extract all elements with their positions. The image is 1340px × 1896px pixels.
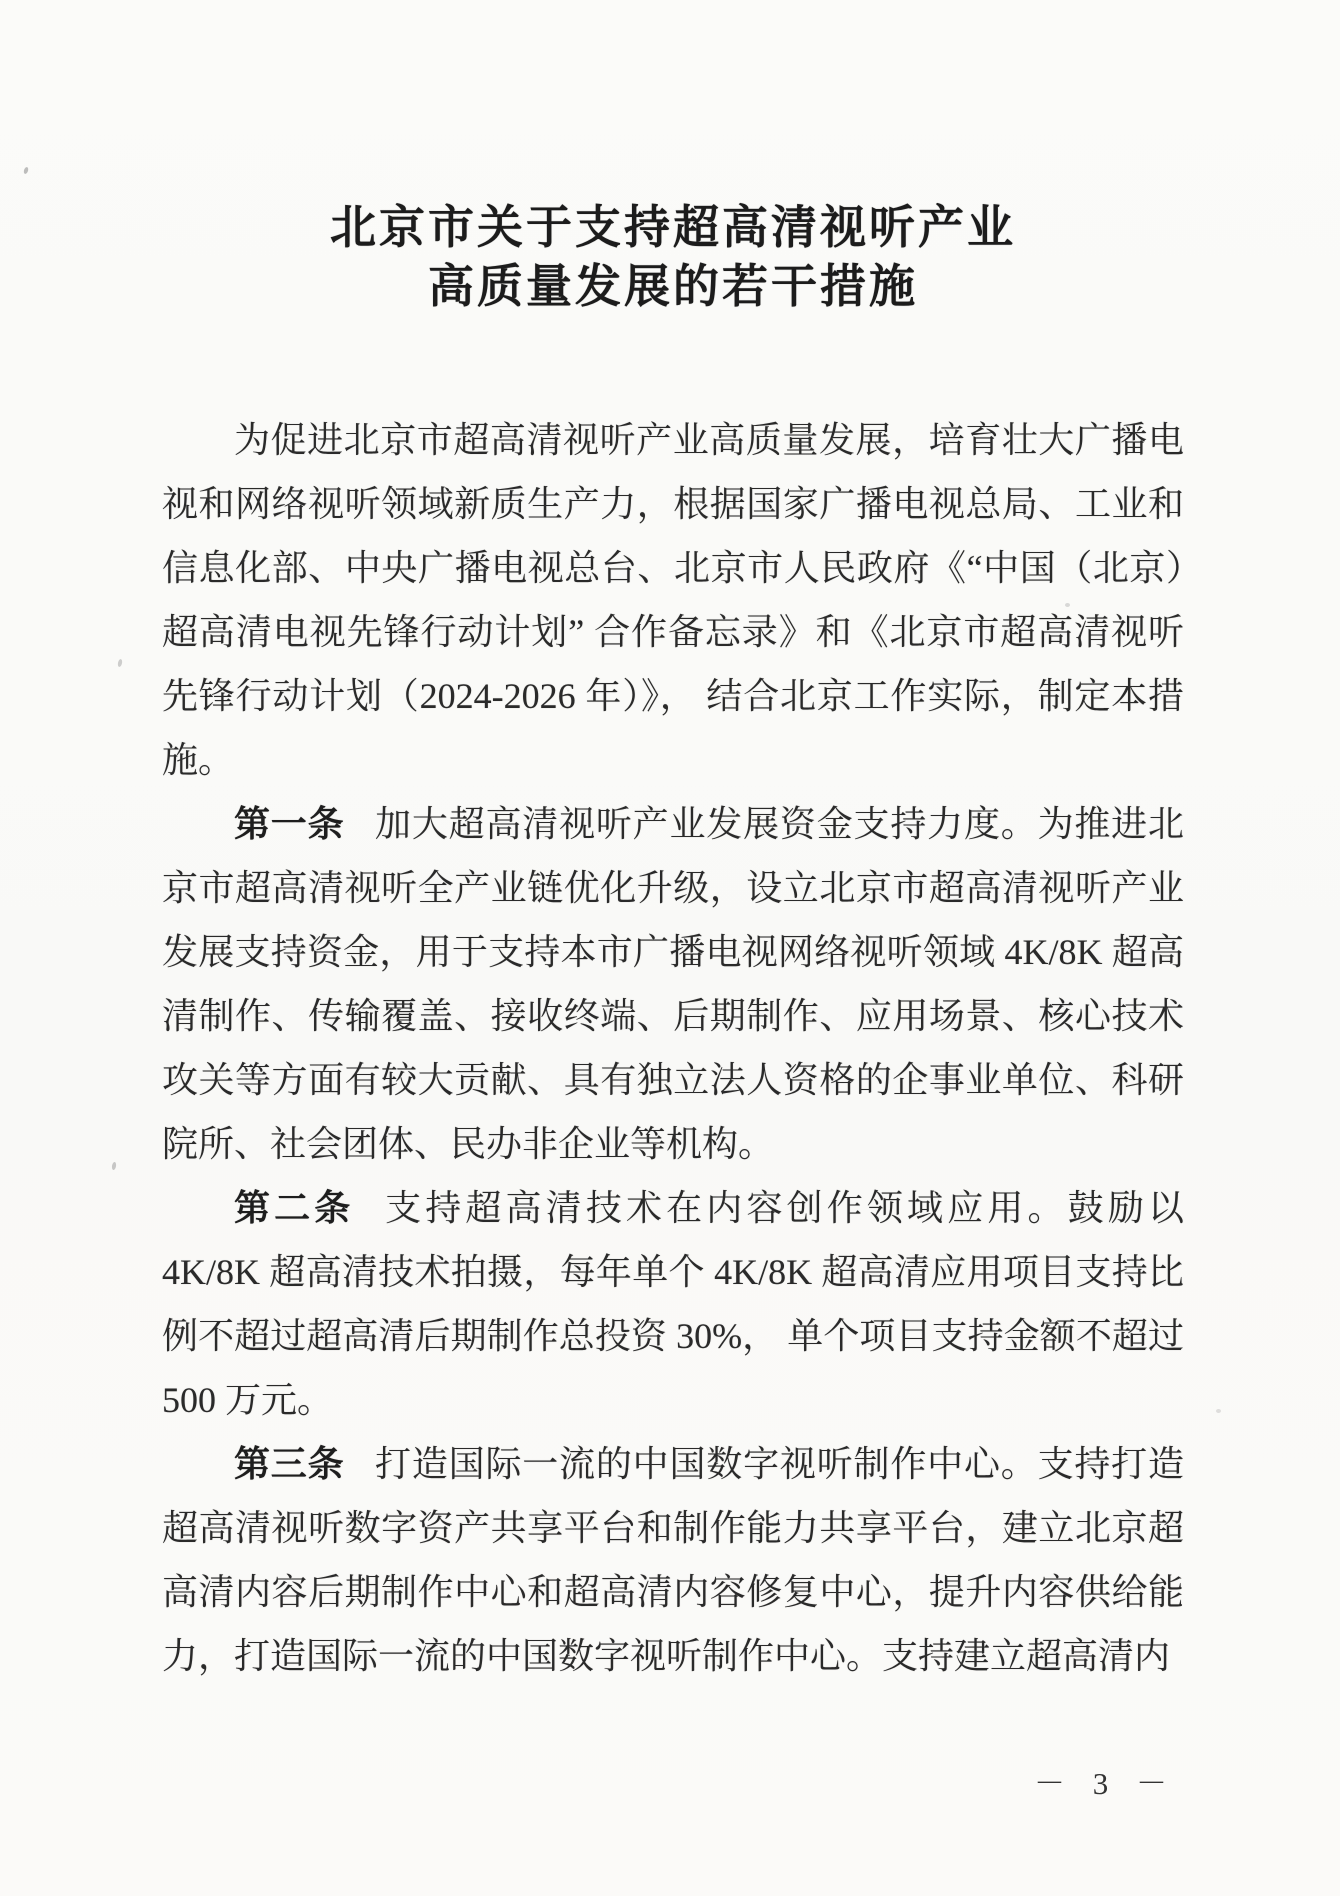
scan-speck: [111, 1162, 116, 1171]
document-content: [162, 198, 1184, 1688]
document-title-line1: 北京市关于支持超高清视听产业: [330, 202, 1016, 253]
paragraph-intro-text: 为促进北京市超高清视听产业高质量发展，培育壮大广播电视和网络视听领域新质生产力，根据国家广播电视总局、工业和信息化部、中央广播电视总台、北京市人民政府《“中国（北京）超高清电视先锋行动计划” 合作备忘录》和《北京市超高清视听先锋行动计划（2024-2026 年）》， 结合北京工作实际，制定本措施。: [162, 420, 1184, 780]
article-1-label: 第一条: [234, 803, 345, 844]
page-number: － 3 －: [1034, 1766, 1177, 1801]
article-3-label: 第三条: [234, 1443, 345, 1484]
scan-speck: [1216, 1409, 1221, 1413]
paragraph-article-1: [162, 792, 1184, 1176]
paragraph-intro: [162, 408, 1184, 792]
article-1-text: 加大超高清视听产业发展资金支持力度。为推进北京市超高清视听全产业链优化升级，设立北京市超高清视听产业发展支持资金，用于支持本市广播电视网络视听领域 4K/8K 超高清制作、传输覆盖、接收终端、后期制作、应用场景、核心技术攻关等方面有较大贡献、具有独立法人资格的企事业单位、科研院所、社会团体、民办非企业等机构。: [162, 804, 1184, 1164]
paragraph-article-2: [162, 1176, 1184, 1432]
scan-speck: [117, 659, 123, 668]
document-title: [162, 198, 1184, 316]
document-body: [162, 408, 1184, 1688]
scan-speck: [23, 167, 29, 175]
article-2-text: 支持超高清技术在内容创作领域应用。鼓励以 4K/8K 超高清技术拍摄，每年单个 4K/8K 超高清应用项目支持比例不超过超高清后期制作总投资 30%， 单个项目支持金额不超过 500 万元。: [162, 1188, 1184, 1420]
paragraph-article-3: [162, 1432, 1184, 1688]
article-2-label: 第二条: [234, 1187, 355, 1228]
article-3-text: 打造国际一流的中国数字视听制作中心。支持打造超高清视听数字资产共享平台和制作能力共享平台，建立北京超高清内容后期制作中心和超高清内容修复中心，提升内容供给能力，打造国际一流的中国数字视听制作中心。支持建立超高清内: [162, 1444, 1184, 1676]
document-title-line2: 高质量发展的若干措施: [428, 261, 918, 312]
